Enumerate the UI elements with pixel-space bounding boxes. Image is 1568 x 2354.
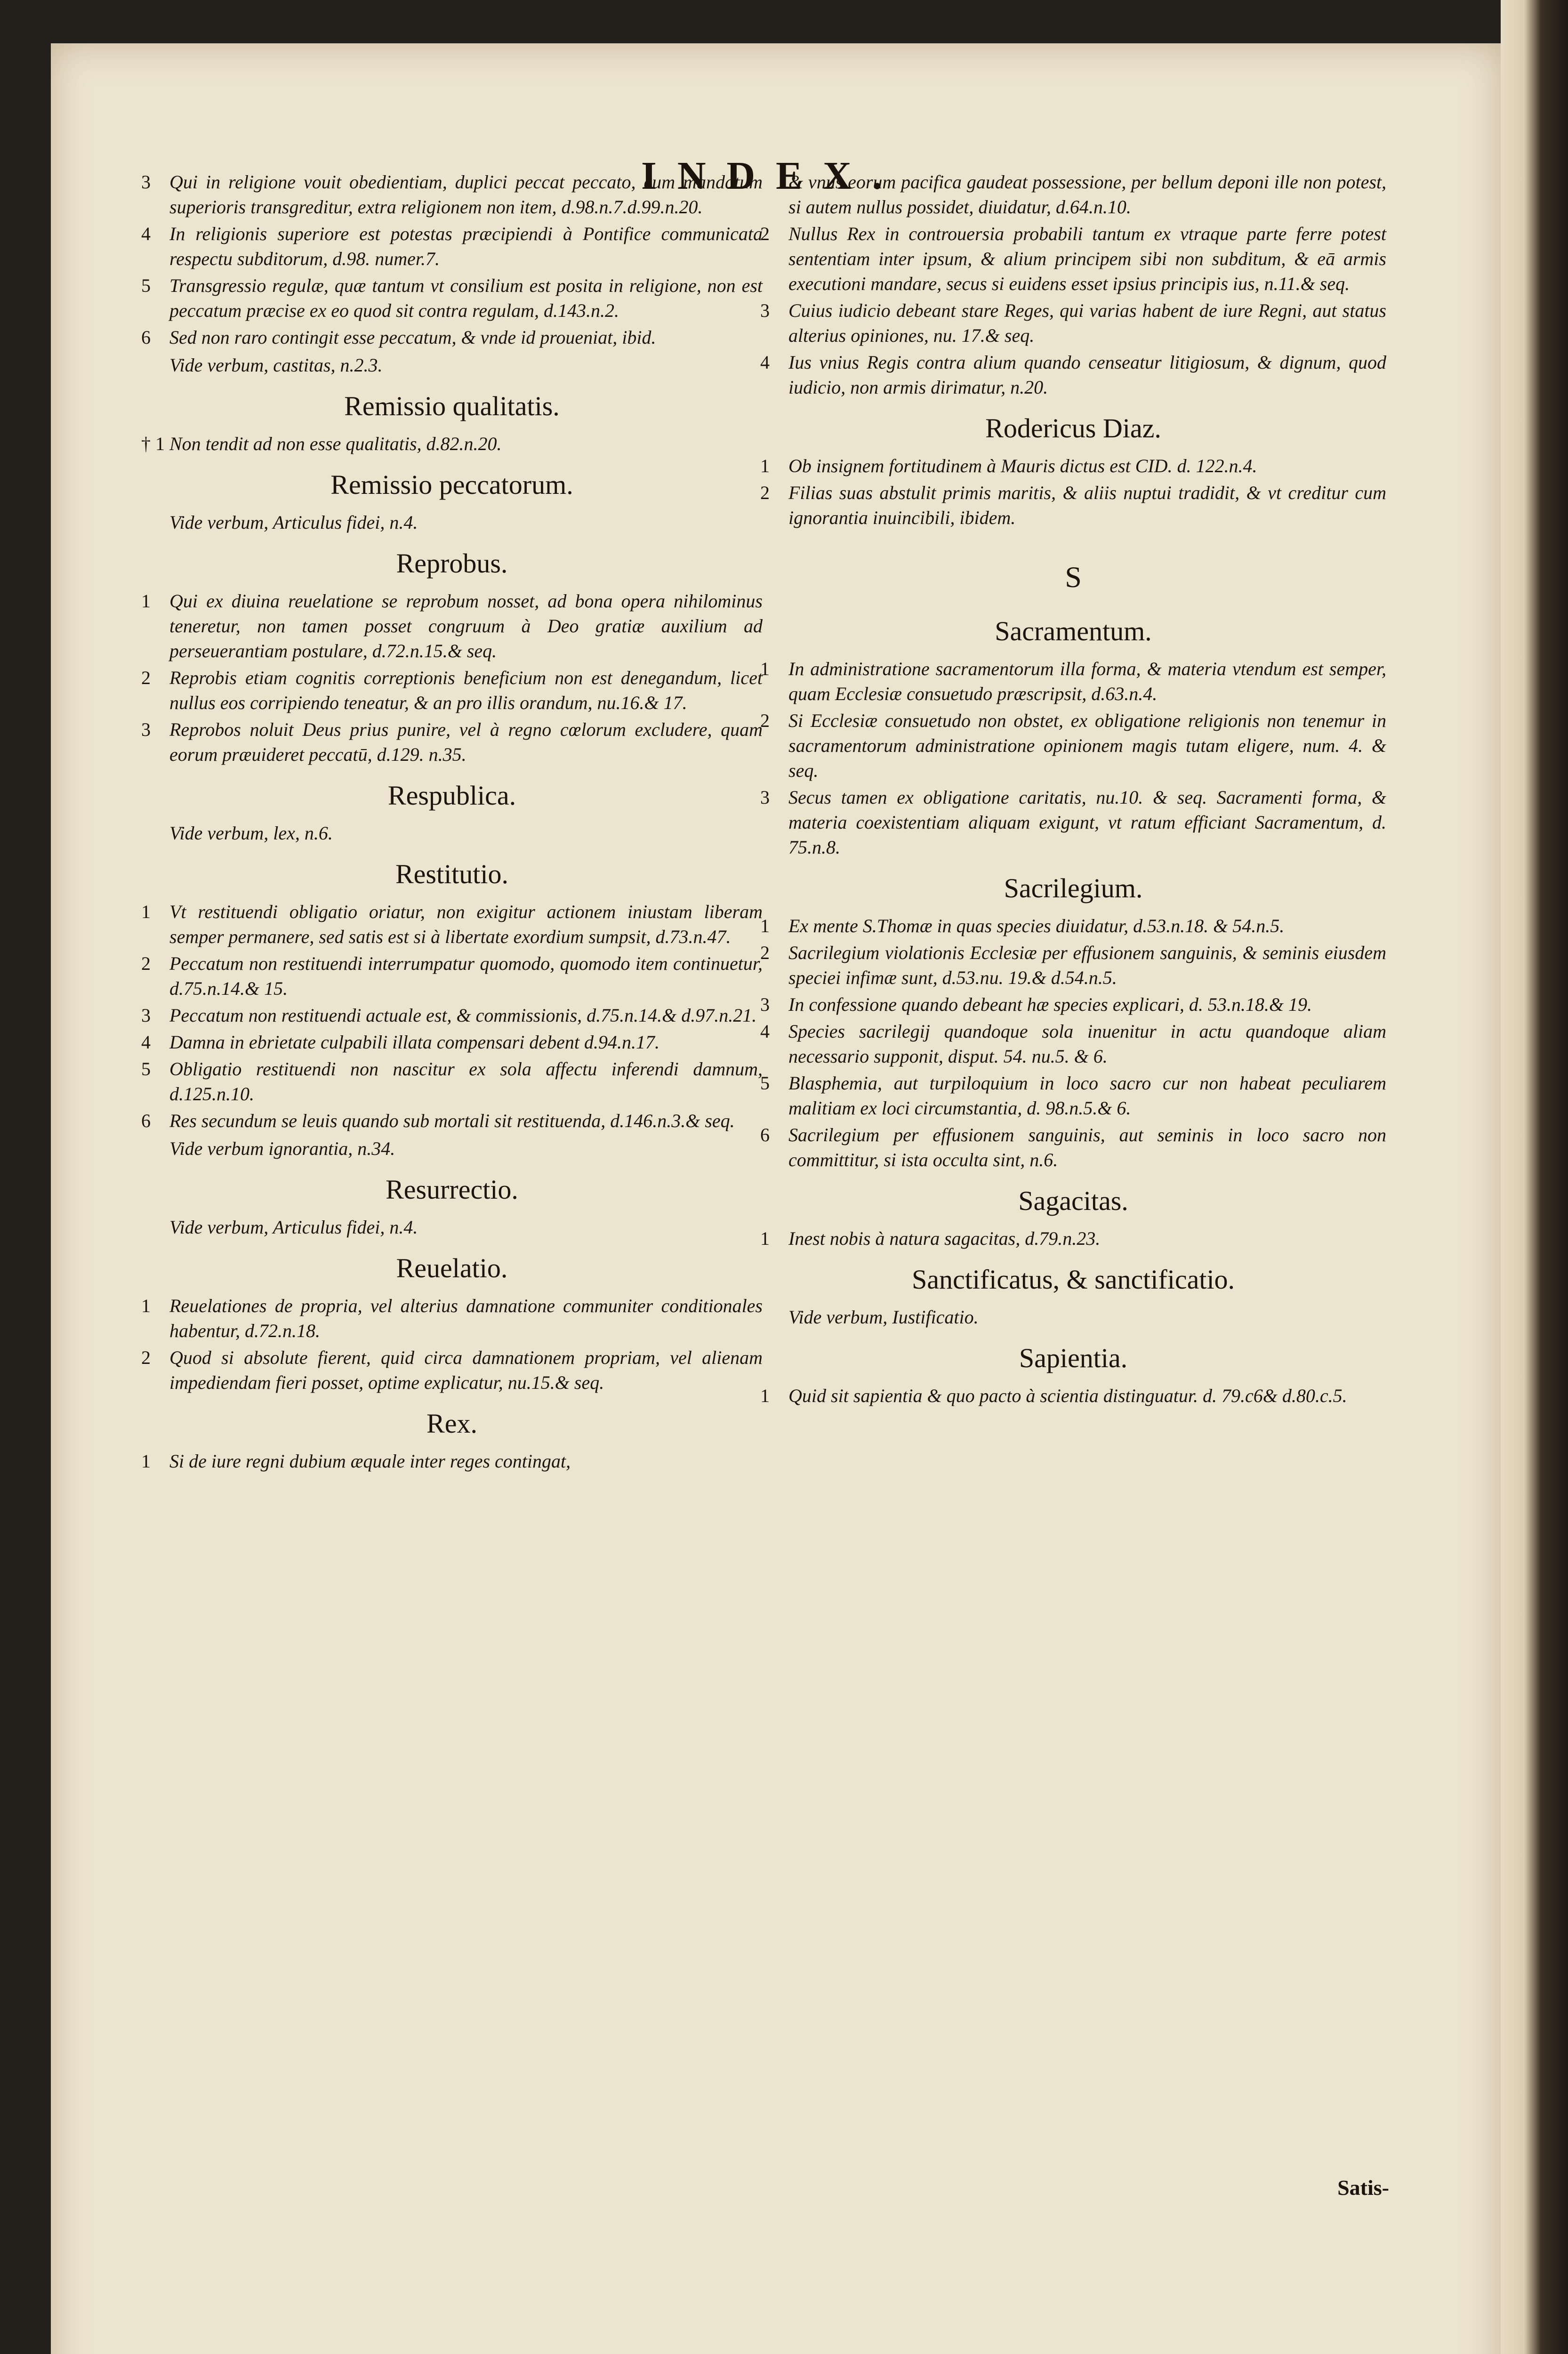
entry-heading: Sacrilegium.	[1004, 873, 1143, 903]
entry-text: Qui ex diuina reuelatione se reprobum nosset, ad bona opera nihilominus teneretur, non tamen posset congruum à Deo gratiæ auxilium ad perseuerantiam postulare, d.72.n.15.& seq.	[169, 590, 763, 661]
entry-text: Sacrilegium per effusionem sanguinis, aut seminis in loco sacro non committitur, si ista occulta sint, n.6.	[788, 1124, 1386, 1170]
index-entry	[760, 913, 1386, 938]
cross-reference: Vide verbum, Articulus fidei, n.4.	[169, 512, 418, 533]
index-entry	[760, 1071, 1386, 1121]
index-entry	[760, 480, 1386, 530]
entry-text: Quod si absolute fierent, quid circa damnationem propriam, vel alienam impediendam fieri posset, optime explicatur, nu.15.& seq.	[169, 1347, 763, 1393]
entry-number: 3	[141, 719, 151, 740]
entry-number: 2	[760, 223, 770, 244]
entry-text: Ex mente S.Thomæ in quas species diuidatur, d.53.n.18. & 54.n.5.	[788, 915, 1285, 936]
cross-reference: Vide verbum, Articulus fidei, n.4.	[169, 1217, 418, 1238]
entry-text: Ius vnius Regis contra alium quando censeatur litigiosum, & dignum, quod iudicio, non armis dirimatur, n.20.	[788, 352, 1386, 398]
entry-heading: Respublica.	[387, 780, 516, 811]
entry-heading: Rodericus Diaz.	[985, 413, 1161, 443]
entry-number: 3	[141, 171, 151, 193]
entry-number: 1	[760, 915, 770, 936]
entry-number: 1	[141, 1295, 151, 1316]
entry-text: Transgressio regulæ, quæ tantum vt consilium est posita in religione, non est peccatum præcise ex eo quod sit contra regulam, d.143.n.2.	[169, 275, 763, 321]
index-entry	[760, 1226, 1386, 1251]
entry-heading: Remissio peccatorum.	[330, 469, 573, 500]
entry-continuation: & vnus eorum pacifica gaudeat possessione, per bellum deponi ille non potest, si autem nullus possidet, diuidatur, d.64.n.10.	[788, 171, 1386, 218]
entry-text: Nullus Rex in controuersia probabili tantum ex vtraque parte ferre potest sententiam inter ipsum, & alium principem sibi non subditum, & eā armis executioni mandare, secus si euidens esset ipsius principis ius, n.11.& seq.	[788, 223, 1386, 294]
entry-text: Filias suas abstulit primis maritis, & aliis nuptui tradidit, & vt creditur cum ignorantia inuincibili, ibidem.	[788, 482, 1386, 528]
index-entry	[760, 656, 1386, 706]
entry-text: Peccatum non restituendi actuale est, & commissionis, d.75.n.14.& d.97.n.21.	[169, 1005, 757, 1026]
entry-text: Qui in religione vouit obedientiam, duplici peccat peccato, cum mandatum superioris transgreditur, extra religionem non item, d.98.n.7.d.99.n.20.	[169, 171, 763, 218]
entry-number: 5	[760, 1072, 770, 1094]
entry-number: 6	[141, 327, 151, 348]
entry-number: 1	[760, 1385, 770, 1406]
entry-number: 3	[760, 994, 770, 1015]
index-entry	[141, 1108, 763, 1133]
index-entry	[141, 1056, 763, 1106]
entry-text: Reprobos noluit Deus prius punire, vel à regno cœlorum excludere, quam eorum præuideret peccatū, d.129. n.35.	[169, 719, 763, 765]
entry-heading: Reprobus.	[396, 548, 508, 579]
entry-heading: Reuelatio.	[396, 1253, 508, 1283]
entry-text: Blasphemia, aut turpiloquium in loco sacro cur non habeat peculiarem malitiam ex loci circumstantia, d. 98.n.5.& 6.	[788, 1072, 1386, 1119]
entry-heading: Remissio qualitatis.	[344, 391, 560, 421]
entry-number: 1	[141, 590, 151, 612]
catchword: Satis-	[1337, 2176, 1389, 2200]
index-entry	[141, 588, 763, 663]
entry-number: 4	[760, 1021, 770, 1042]
entry-number: † 1	[141, 433, 165, 454]
entry-heading: Sapientia.	[1019, 1343, 1128, 1373]
entry-text: Res secundum se leuis quando sub mortali sit restituenda, d.146.n.3.& seq.	[169, 1110, 735, 1131]
index-entry	[760, 992, 1386, 1017]
entry-heading: Sacramentum.	[995, 616, 1152, 646]
entry-number: 2	[141, 1347, 151, 1368]
entry-heading: Rex.	[426, 1408, 477, 1439]
index-entry	[760, 1122, 1386, 1172]
entry-heading: Sanctificatus, & sanctificatio.	[911, 1264, 1235, 1295]
entry-heading: Sagacitas.	[1018, 1185, 1128, 1216]
entry-number: 4	[141, 1032, 151, 1053]
entry-text: Species sacrilegij quandoque sola inuenitur in actu quandoque aliam necessario supponit, disput. 54. nu.5. & 6.	[788, 1021, 1386, 1067]
cross-reference: Vide verbum ignorantia, n.34.	[169, 1138, 395, 1159]
entry-number: 3	[760, 300, 770, 321]
entry-text: In administratione sacramentorum illa forma, & materia vtendum est semper, quam Ecclesiæ consuetudo præscripsit, d.63.n.4.	[788, 658, 1386, 704]
entry-number: 2	[760, 482, 770, 503]
entry-text: Sacrilegium violationis Ecclesiæ per effusionem sanguinis, & seminis eiusdem speciei infimæ sunt, d.53.nu. 19.& d.54.n.5.	[788, 942, 1386, 988]
index-entry	[141, 221, 763, 271]
entry-text: Damna in ebrietate culpabili illata compensari debent d.94.n.17.	[169, 1032, 659, 1053]
entry-text: In religionis superiore est potestas præcipiendi à Pontifice communicata respectu subditorum, d.98. numer.7.	[169, 223, 763, 269]
entry-number: 1	[760, 455, 770, 476]
book-spine	[1501, 0, 1568, 2354]
entry-number: 6	[760, 1124, 770, 1145]
index-entry	[760, 1383, 1386, 1408]
entry-number: 3	[141, 1005, 151, 1026]
index-entry	[760, 1019, 1386, 1069]
index-entry	[141, 665, 763, 715]
entry-number: 3	[760, 787, 770, 808]
entry-text: Obligatio restituendi non nascitur ex sola affectu inferendi damnum, d.125.n.10.	[169, 1058, 763, 1104]
entry-text: Reprobis etiam cognitis correptionis beneficium non est denegandum, licet nullus eos corripiendo teneatur, & an pro illis orandum, nu.16.& 17.	[169, 667, 763, 713]
index-entry	[760, 298, 1386, 348]
entry-text: Non tendit ad non esse qualitatis, d.82.n.20.	[169, 433, 502, 454]
entry-number: 2	[141, 667, 151, 688]
index-entry	[141, 273, 763, 323]
entry-number: 6	[141, 1110, 151, 1131]
entry-number: 1	[760, 1228, 770, 1249]
index-entry	[141, 717, 763, 767]
running-head: INDEX.	[641, 154, 903, 198]
index-entry	[141, 899, 763, 949]
entry-text: Ob insignem fortitudinem à Mauris dictus est CID. d. 122.n.4.	[788, 455, 1257, 476]
entry-number: 2	[141, 953, 151, 974]
entry-text: Inest nobis à natura sagacitas, d.79.n.23.	[788, 1228, 1101, 1249]
entry-text: Reuelationes de propria, vel alterius damnatione communiter conditionales habentur, d.72.n.18.	[169, 1295, 763, 1341]
entry-number: 5	[141, 1058, 151, 1080]
index-entry	[760, 708, 1386, 783]
entry-number: 1	[760, 658, 770, 679]
entry-text: Vt restituendi obligatio oriatur, non exigitur actionem iniustam liberam semper permanere, sed satis est si à libertate exordium sumpsit, d.73.n.47.	[169, 901, 763, 947]
entry-text: Peccatum non restituendi interrumpatur quomodo, quomodo item continuetur, d.75.n.14.& 15.	[169, 953, 763, 999]
entry-number: 2	[760, 710, 770, 731]
index-entry	[141, 169, 763, 219]
entry-number: 1	[141, 1451, 151, 1472]
index-entry	[141, 325, 763, 350]
entry-text: Si Ecclesiæ consuetudo non obstet, ex obligatione religionis non tenemur in sacramentorum administratione opinionem magis tutam eligere, num. 4. & seq.	[788, 710, 1386, 781]
index-entry	[141, 951, 763, 1001]
entry-heading: Restitutio.	[395, 859, 509, 889]
index-entry	[141, 1003, 763, 1028]
entry-text: Si de iure regni dubium æquale inter reges contingat,	[169, 1451, 571, 1472]
index-entry	[141, 431, 763, 456]
left-column	[141, 169, 763, 1475]
index-entry	[760, 785, 1386, 860]
index-entry	[141, 1449, 763, 1474]
cross-reference: Vide verbum, castitas, n.2.3.	[169, 355, 383, 376]
section-letter: S	[1065, 560, 1082, 594]
entry-number: 4	[141, 223, 151, 244]
index-entry	[760, 453, 1386, 478]
cross-reference: Vide verbum, lex, n.6.	[169, 822, 333, 844]
entry-number: 5	[141, 275, 151, 296]
index-entry	[141, 1345, 763, 1395]
cross-reference: Vide verbum, Iustificatio.	[788, 1306, 979, 1328]
entry-number: 4	[760, 352, 770, 373]
index-entry	[141, 1030, 763, 1055]
entry-text: In confessione quando debeant hæ species explicari, d. 53.n.18.& 19.	[788, 994, 1312, 1015]
entry-text: Cuius iudicio debeant stare Reges, qui varias habent de iure Regni, aut status alterius opiniones, nu. 17.& seq.	[788, 300, 1386, 346]
entry-number: 2	[760, 942, 770, 963]
entry-text: Sed non raro contingit esse peccatum, & vnde id proueniat, ibid.	[169, 327, 656, 348]
entry-heading: Resurrectio.	[386, 1174, 518, 1205]
index-entry	[141, 1293, 763, 1343]
entry-text: Quid sit sapientia & quo pacto à scientia distinguatur. d. 79.c6& d.80.c.5.	[788, 1385, 1347, 1406]
index-entry	[760, 221, 1386, 296]
entry-text: Secus tamen ex obligatione caritatis, nu.10. & seq. Sacramenti forma, & materia coexistentiam aliquam exigunt, vt ratum efficiant Sacramentum, d. 75.n.8.	[788, 787, 1386, 858]
index-entry	[760, 940, 1386, 990]
right-column	[760, 169, 1386, 1410]
index-entry	[760, 350, 1386, 400]
entry-number: 1	[141, 901, 151, 922]
